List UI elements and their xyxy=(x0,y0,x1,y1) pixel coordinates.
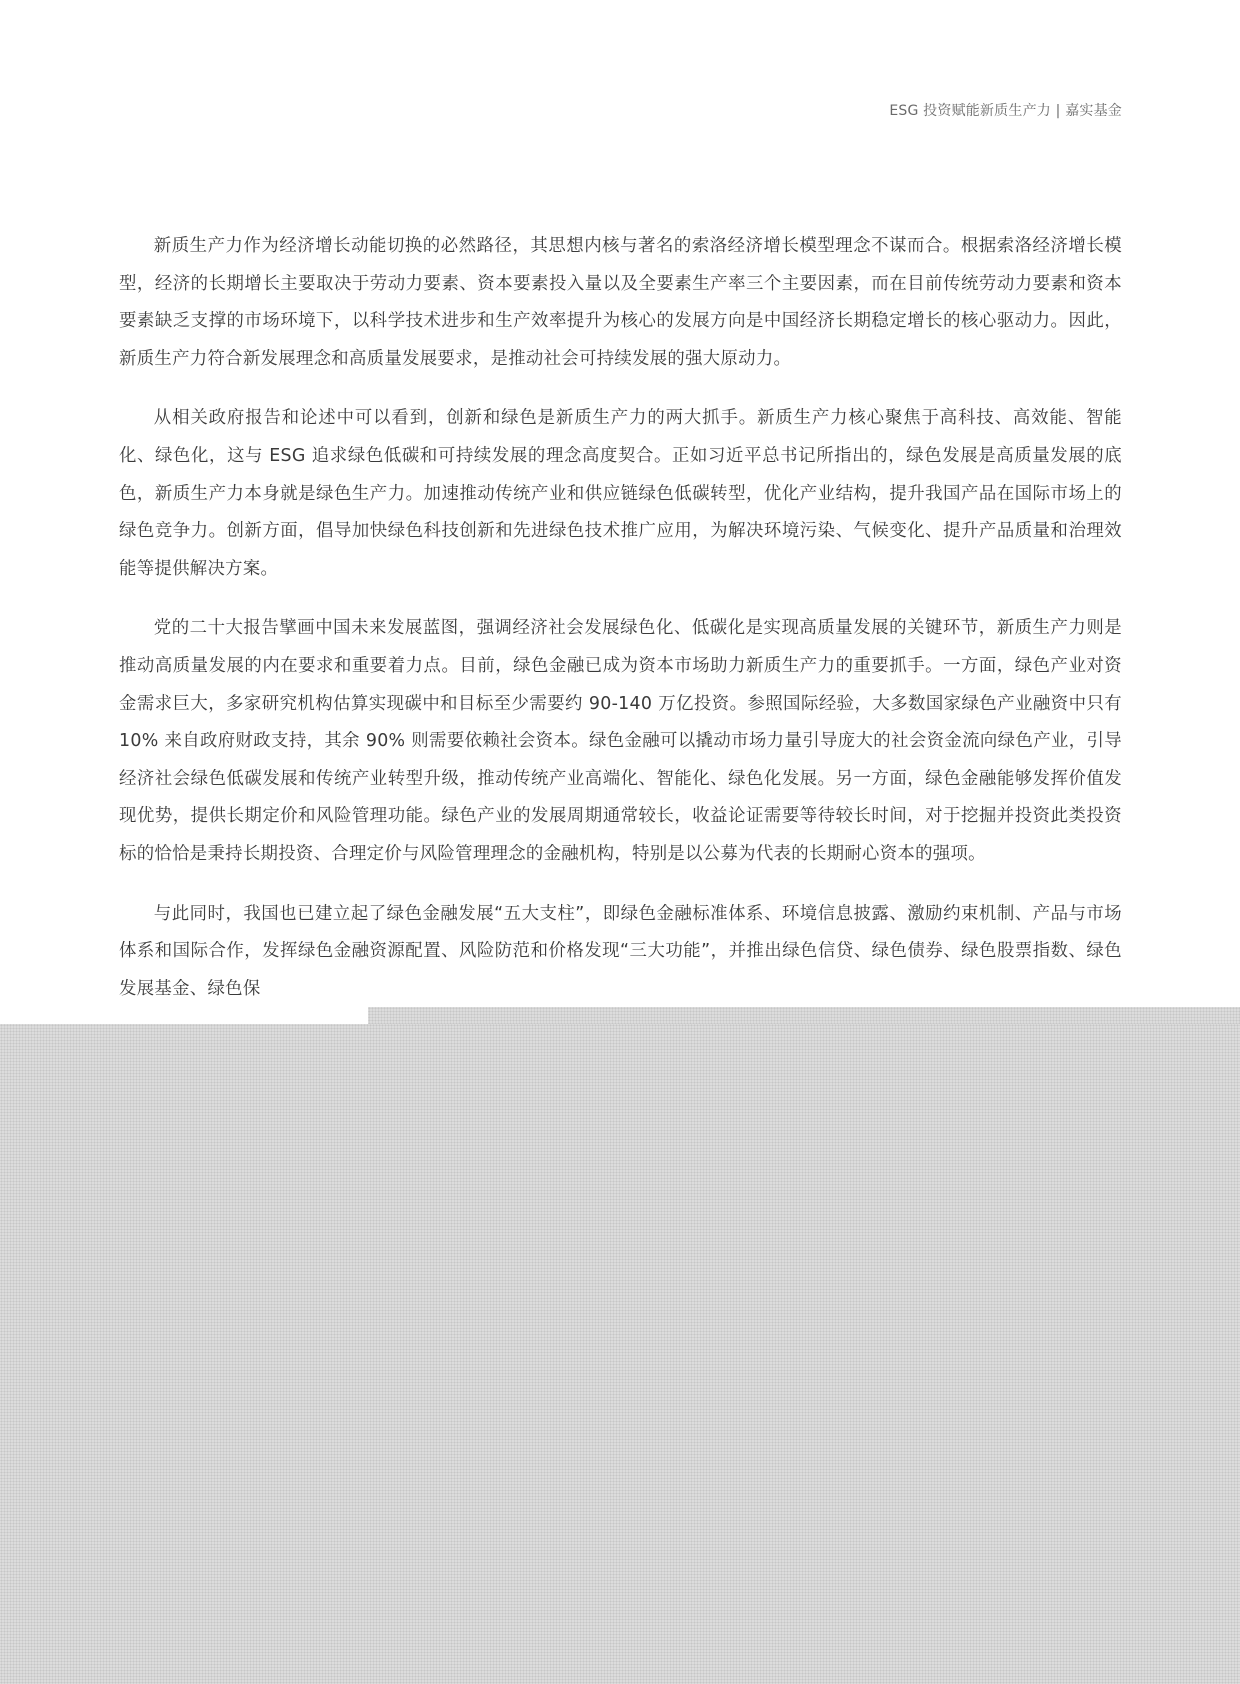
paragraph-green-finance: 党的二十大报告擘画中国未来发展蓝图，强调经济社会发展绿色化、低碳化是实现高质量发展的关键环节，新质生产力则是推动高质量发展的内在要求和重要着力点。目前，绿色金融已成为资本市场助力新质生产力的重要抓手。一方面，绿色产业对资金需求巨大，多家研究机构估算实现碳中和目标至少需要约 90-140 万亿投资。参照国际经验，大多数国家绿色产业融资中只有 10% 来自政府财政支持，其余 90% 则需要依赖社会资本。绿色金融可以撬动市场力量引导庞大的社会资金流向绿色产业，引导经济社会绿色低碳发展和传统产业转型升级，推动传统产业高端化、智能化、绿色化发展。另一方面，绿色金融能够发挥价值发现优势，提供长期定价和风险管理功能。绿色产业的发展周期通常较长，收益论证需要等待较长时间，对于挖掘并投资此类投资标的恰恰是秉持长期投资、合理定价与风险管理理念的金融机构，特别是以公募为代表的长期耐心资本的强项。 xyxy=(119,618,1122,864)
paragraph-solow-model: 新质生产力作为经济增长动能切换的必然路径，其思想内核与著名的索洛经济增长模型理念不谋而合。根据索洛经济增长模型，经济的长期增长主要取决于劳动力要素、资本要素投入量以及全要素生产率三个主要因素，而在目前传统劳动力要素和资本要素缺乏支撑的市场环境下，以科学技术进步和生产效率提升为核心的发展方向是中国经济长期稳定增长的核心驱动力。因此，新质生产力符合新发展理念和高质量发展要求，是推动社会可持续发展的强大原动力。 xyxy=(119,236,1122,369)
loading-overlay xyxy=(0,1024,1240,1684)
paragraph-five-pillars: 与此同时，我国也已建立起了绿色金融发展“五大支柱”，即绿色金融标准体系、环境信息披露、激励约束机制、产品与市场体系和国际合作，发挥绿色金融资源配置、风险防范和价格发现“三大功能”，并推出绿色信贷、绿色债券、绿色股票指数、绿色发展基金、绿色保 xyxy=(119,903,1122,999)
running-header: ESG 投资赋能新质生产力 | 嘉实基金 xyxy=(889,103,1122,119)
paragraph-innovation-green: 从相关政府报告和论述中可以看到，创新和绿色是新质生产力的两大抓手。新质生产力核心聚焦于高科技、高效能、智能化、绿色化，这与 ESG 追求绿色低碳和可持续发展的理念高度契合。正如习近平总书记所指出的，绿色发展是高质量发展的底色，新质生产力本身就是绿色生产力。加速推动传统产业和供应链绿色低碳转型，优化产业结构，提升我国产品在国际市场上的绿色竞争力。创新方面，倡导加快绿色科技创新和先进绿色技术推广应用，为解决环境污染、气候变化、提升产品质量和治理效能等提供解决方案。 xyxy=(119,408,1122,579)
body-text xyxy=(119,228,1122,1030)
loading-overlay-edge xyxy=(368,1007,1240,1025)
